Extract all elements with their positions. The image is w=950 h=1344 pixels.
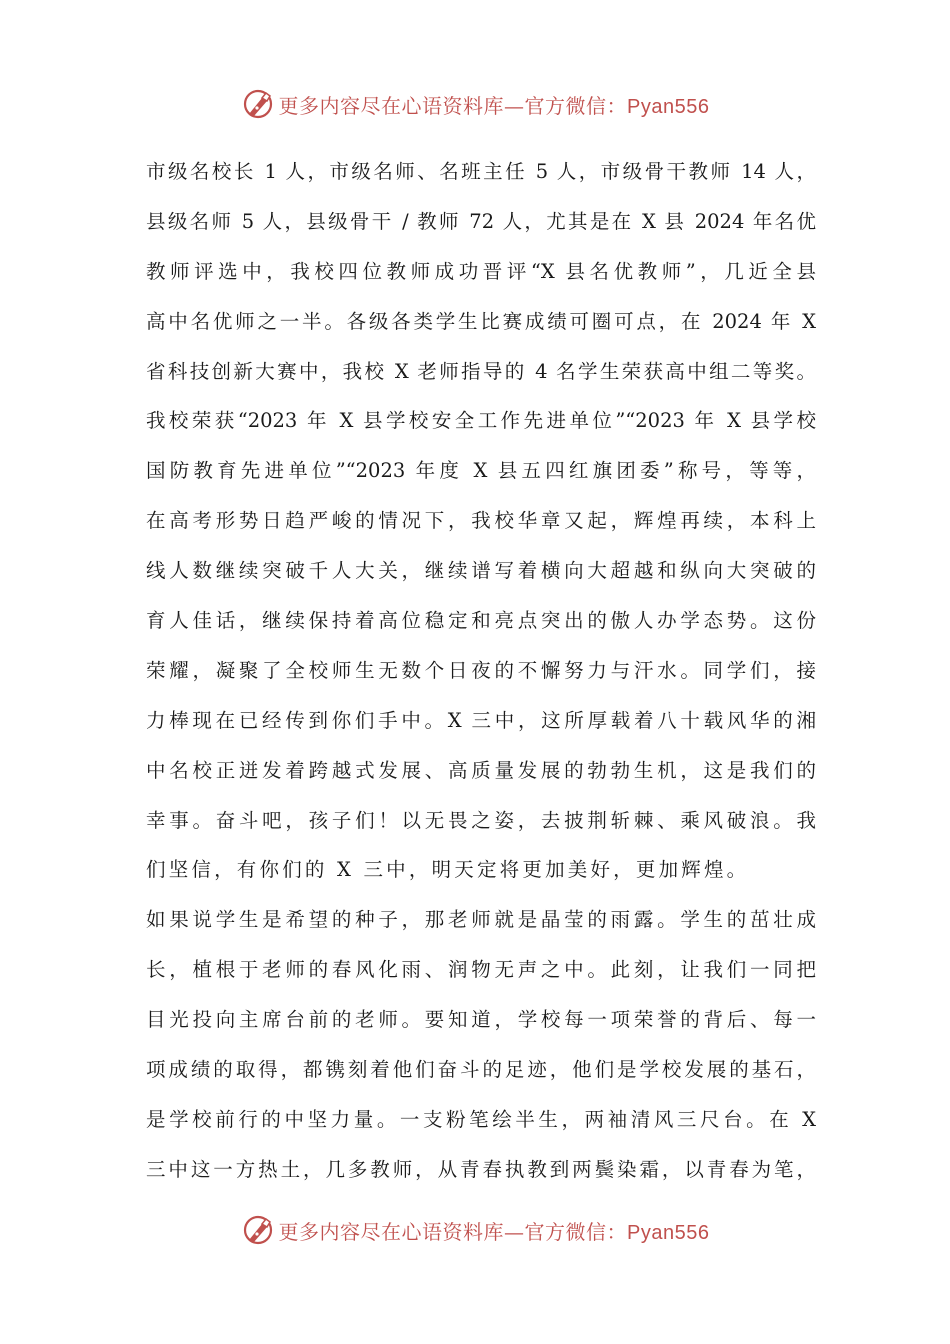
text-line: 育人佳话，继续保持着高位稳定和亮点突出的傲人办学态势。这份 <box>146 609 816 633</box>
document-body <box>146 147 816 1195</box>
text-line: 目光投向主席台前的老师。要知道，学校每一项荣誉的背后、每一 <box>146 1008 816 1032</box>
text-line: 三中这一方热土，几多教师，从青春执教到两鬓染霜，以青春为笔， <box>146 1157 816 1181</box>
text-line: 长，植根于老师的春风化雨、润物无声之中。此刻，让我们一同把 <box>146 958 816 982</box>
text-line: 中名校正迸发着跨越式发展、高质量发展的勃勃生机，这是我们的 <box>146 758 816 782</box>
text-line: 高中名优师之一半。各级各类学生比赛成绩可圈可点，在 2024 年 X <box>146 309 816 333</box>
text-line: 荣耀，凝聚了全校师生无数个日夜的不懈努力与汗水。同学们，接 <box>146 658 816 682</box>
text-line: 国防教育先进单位”“2023 年度 X 县五四红旗团委”称号，等等， <box>146 459 816 483</box>
header-watermark-banner <box>0 84 950 124</box>
text-line: 们坚信，有你们的 X 三中，明天定将更加美好，更加辉煌。 <box>146 858 750 882</box>
text-line: 我校荣获“2023 年 X 县学校安全工作先进单位”“2023 年 X 县学校 <box>146 409 816 433</box>
text-line: 如果说学生是希望的种子，那老师就是晶莹的雨露。学生的茁壮成 <box>146 908 816 932</box>
text-line: 市级名校长 1 人，市级名师、名班主任 5 人，市级骨干教师 14 人， <box>146 160 816 183</box>
text-line: 教师评选中，我校四位教师成功晋评“X 县名优教师”，几近全县 <box>146 259 816 283</box>
pen-nib-logo-icon <box>241 87 275 121</box>
text-line: 力棒现在已经传到你们手中。X 三中，这所厚载着八十载风华的湘 <box>146 708 816 732</box>
watermark-text: 更多内容尽在心语资料库—官方微信：Pyan556 <box>278 93 710 118</box>
wechat-id: Pyan556 <box>627 95 710 118</box>
text-line: 在高考形势日趋严峻的情况下，我校华章又起，辉煌再续，本科上 <box>146 509 816 533</box>
text-line: 县级名师 5 人，县级骨干 / 教师 72 人，尤其是在 X 县 2024 年名优 <box>146 209 816 233</box>
text-line: 项成绩的取得，都镌刻着他们奋斗的足迹，他们是学校发展的基石， <box>146 1058 816 1082</box>
text-line: 线人数继续突破千人大关，继续谱写着横向大超越和纵向大突破的 <box>146 559 816 583</box>
pen-nib-logo-icon <box>241 1213 275 1247</box>
text-line: 省科技创新大赛中，我校 X 老师指导的 4 名学生荣获高中组二等奖。 <box>146 359 816 383</box>
text-line: 幸事。奋斗吧，孩子们！以无畏之姿，去披荆斩棘、乘风破浪。我 <box>146 808 816 832</box>
watermark-text: 更多内容尽在心语资料库—官方微信：Pyan556 <box>278 1219 710 1244</box>
footer-watermark-banner <box>0 1210 950 1250</box>
wechat-id: Pyan556 <box>627 1221 710 1244</box>
text-line: 是学校前行的中坚力量。一支粉笔绘半生，两袖清风三尺台。在 X <box>146 1107 816 1131</box>
